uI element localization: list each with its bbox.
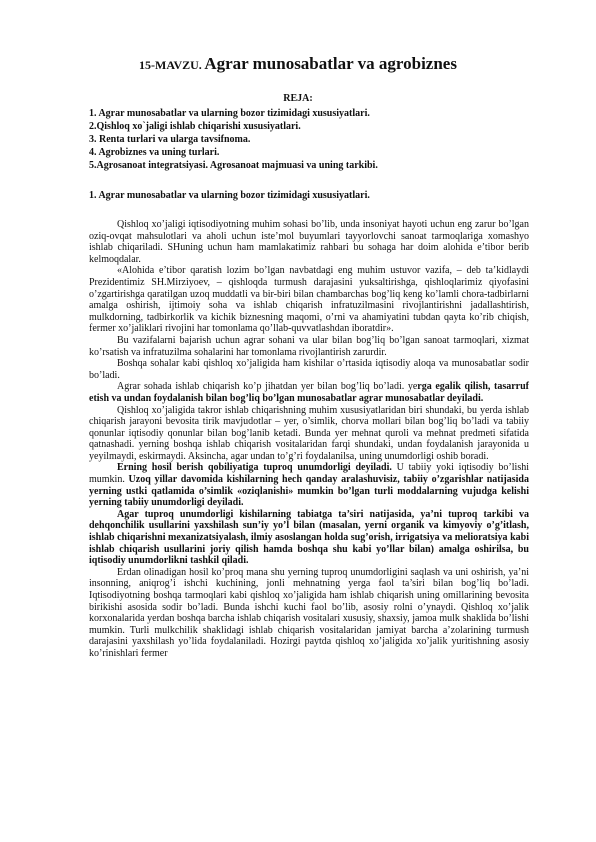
paragraph: Qishloq xo’jaligida takror ishlab chiqarishning muhim xususiyatlaridan biri shundaki, bu yerda ishlab chiqarish jarayoni bevosita tirik mavjudotlar – yer, o’simlik, chorva mollari bilan bog’liq bo’ladi va tabiiy qonunlar iqtisodiy qonunlar bilan bog’lanib ketadi. Bunda yer mehnat quroli va mehnat predmeti sifatida qatnashadi. yerning boshqa ishlab chiqarish vositalaridan farqi shundaki, undan foydalanish jarayonida u yeyilmaydi, eskirmaydi. Aksincha, agar undan to’g’ri foydalanilsa, uning unumdorligi oshib boradi. xyxy=(89,404,529,462)
title-prefix: 15-MAVZU. xyxy=(139,58,202,72)
plan-item: 5.Agrosanoat integratsiyasi. Agrosanoat majmuasi va uning tarkibi. xyxy=(89,160,378,171)
paragraph: Qishloq xo’jaligi iqtisodiyotning muhim sohasi bo’lib, unda insoniyat hayoti uchun eng zarur bo’lgan oziq-ovqat mahsulotlari va aholi uchun iste’mol buyumlari tayyorlovchi sanoat tarmoqlariga xomashyo ishlab chiqariladi. SHuning uchun ham mamlakatimiz rahbari bu sohaga har doim alohida e’tibor berib kelmoqdalar. xyxy=(89,219,529,265)
plan-list xyxy=(89,107,529,172)
paragraph: Boshqa sohalar kabi qishloq xo’jaligida ham kishilar o’rtasida iqtisodiy aloqa va munosabatlar sodir bo’ladi. xyxy=(89,358,529,381)
plan-item: 1. Agrar munosabatlar va ularning bozor tizimidagi xususiyatlari. xyxy=(89,108,370,119)
definition-text: rga egalik qilish, tasarruf etish va undan foydalanish bilan bog’liq bo’lgan munosabatlar agrar munosabatlar deyiladi. xyxy=(89,381,529,404)
plan-item: 2.Qishloq xo`jaligi ishlab chiqarishi xususiyatlari. xyxy=(89,121,301,132)
paragraph xyxy=(89,381,529,404)
plan-heading: REJA: xyxy=(283,93,313,104)
body-text xyxy=(89,219,529,660)
page-title xyxy=(0,54,596,73)
paragraph-text: U tabiiy yoki iqtisodiy bo’lishi mumkin. xyxy=(89,462,529,486)
paragraph-text: Agrar sohada ishlab chiqarish ko’p jihatdan yer bilan bog’liq bo’ladi. ye xyxy=(117,381,418,393)
title-main: Agrar munosabatlar va agrobiznes xyxy=(204,54,457,73)
paragraph xyxy=(89,462,529,508)
definition-text: Erning hosil berish qobiliyatiga tuproq unumdorligi deyiladi. xyxy=(117,462,392,474)
paragraph: Erdan olinadigan hosil ko’proq mana shu yerning tuproq unumdorligini saqlash va uni oshirish, ya’ni insonning, aniqrog’i ishchi kuchining, jonli mehnatning yerga faol ta’siri bilan bog’liq bo’ladi. Iqtisodiyotning boshqa tarmoqlari kabi qishloq xo’jaligida ham ishlab chiqarish uning omillarining bevosita birikishi asosida sodir bo’ladi. Bunda ishchi kuchi faol bo’lib, asosiy rolni o’ynaydi. Qishloq xo’jalik korxonalarida yerdan boshqa barcha ishlab chiqarish vositalari xususiy, shaxsiy, jamoa mulk shaklida bo’lishi mumkin. Turli mulkchilik shaklidagi ishlab chiqarish vositalaridan jamiyat barcha a’zolarining turmush darajasini yaxshilash yo’lida foydalaniladi. Hozirgi paytda qishloq xo’jaligida xo’jalik yuritishning asosiy ko’rinishlari fermer xyxy=(89,566,529,659)
paragraph: Agar tuproq unumdorligi kishilarning tabiatga ta’siri natijasida, ya’ni tuproq tarkibi va dehqonchilik usullarini yaxshilash sun’iy yo’l bilan (masalan, yerni organik va kimyoviy o’g’itlash, ishlab chiqarishni mexanizatsiyalash, ilmiy asoslangan holda sug’orish, irrigatsiya va melioratsiya kabi ishlab chiqarish usullarini joriy qilish hamda boshqa shu kabi yo’llar bilan) amalga oshirilsa, bu iqtisodiy unumdorlikni tashkil qiladi. xyxy=(89,508,529,567)
plan-item: 4. Agrobiznes va uning turlari. xyxy=(89,147,220,158)
section-heading: 1. Agrar munosabatlar va ularning bozor tizimidagi xususiyatlari. xyxy=(89,190,370,201)
plan-item: 3. Renta turlari va ularga tavsifnoma. xyxy=(89,134,251,145)
paragraph: Bu vazifalarni bajarish uchun agrar sohani va ular bilan bog’liq bo’lgan sanoat tarmoqlari, xizmat ko’rsatish va infratuzilma sohalarini har tomonlama rivojlantirish zarurdir. xyxy=(89,334,529,358)
paragraph: «Alohida e’tibor qaratish lozim bo’lgan navbatdagi eng muhim ustuvor vazifa, – deb ta’kidlaydi Prezidentimiz SH.Mirziyoev, – qishloqda turmush darajasini yuksaltirishga, qishloqlarimiz qiyofasini o’zgartirishga qaratilgan uzoq muddatli va bir-biri bilan chambarchas bog’liq keng ko’lamli chora-tadbirlarni amalga oshirish, ijtimoiy soha va ishlab chiqarish infratuzilmasini rivojlantirishni jadallashtirish, mulkdorning, tadbirkorlik va kichik biznesning maqomi, o’rni va ahamiyatini tubdan qayta ko’rib chiqish, fermer xo’jaliklari rivojini har tomonlama qo’llab-quvvatlashdan iboratdir». xyxy=(89,265,529,335)
definition-text: Uzoq yillar davomida kishilarning hech qanday aralashuvisiz, tabiiy o’zgarishlar natijasida yerning ustki qatlamida o’simlik «oziqlanishi» mumkin bo’lgan turli moddalarning vujudga kelishi yerning tabiiy unumdorligi deyiladi. xyxy=(89,474,529,509)
